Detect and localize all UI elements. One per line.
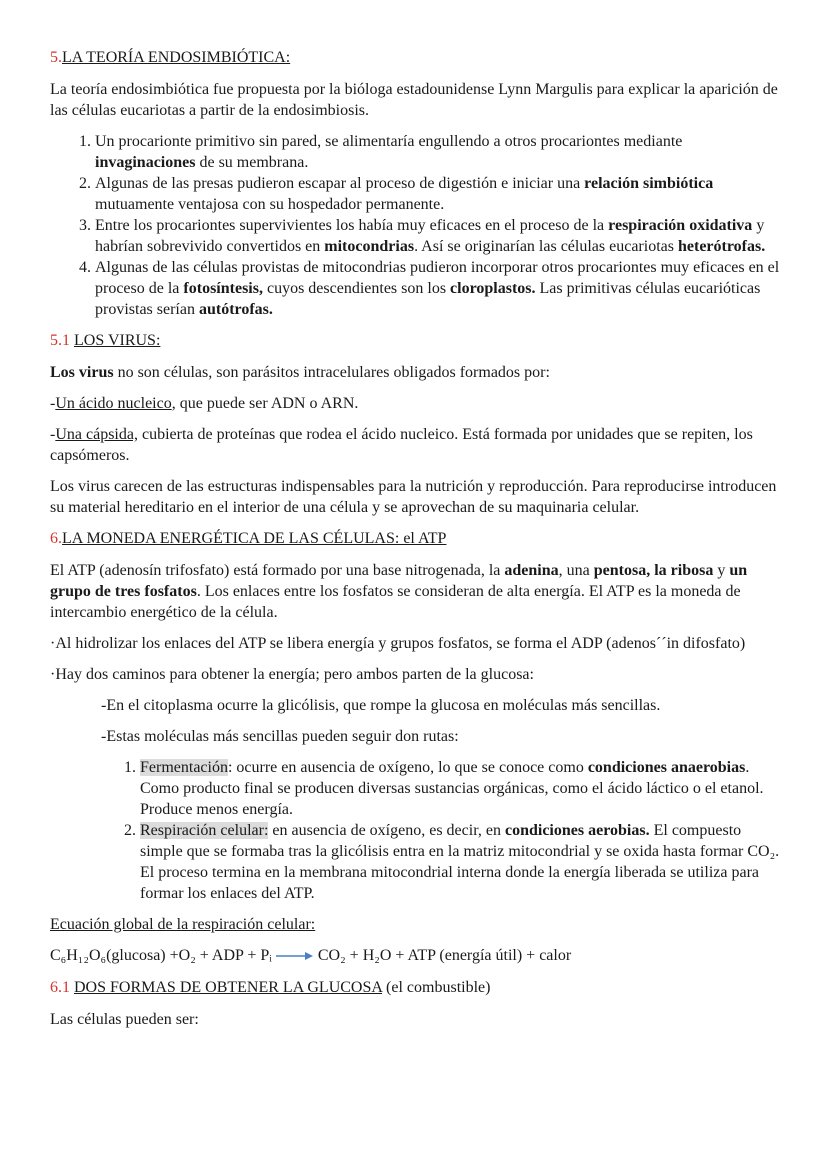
- paragraph: Las células pueden ser:: [50, 1010, 199, 1028]
- paragraph: Los virus carecen de las estructuras indispensables para la nutrición y reproducción. Para reproducirse introducen su material hereditario en el interior de una célula y se aprovechan de su maquinaria celular.: [50, 478, 777, 516]
- paragraph: -En el citoplasma ocurre la glicólisis, que rompe la glucosa en moléculas más sencillas.: [101, 697, 661, 714]
- section-number: 5.: [50, 49, 62, 66]
- arrow-right-icon: [274, 946, 314, 967]
- document-page: [50, 47, 780, 1040]
- paragraph: La teoría endosimbiótica fue propuesta por la bióloga estadounidense Lynn Margulis para explicar la aparición de las células eucariotas a partir de la endosimbiosis.: [50, 81, 778, 119]
- paragraph: ·Al hidrolizar los enlaces del ATP se libera energía y grupos fosfatos, se forma el ADP (adenos´´in difosfato): [50, 635, 746, 652]
- section-title-suffix: (el combustible): [382, 978, 491, 996]
- section-6-heading: [50, 528, 780, 549]
- list-item: 2. Respiración celular: en ausencia de oxígeno, es decir, en condiciones aerobias. El compuesto simple que se formaba tras la glicólisis entra en la matriz mitocondrial y se oxida hasta formar CO₂. El proceso termina en la membrana mitocondrial interna donde la energía liberada se utiliza para formar los enlaces del ATP.: [140, 820, 780, 904]
- pathways-list: [50, 757, 780, 904]
- section-6-1-heading: [50, 977, 780, 998]
- list-item: 3. Entre los procariontes supervivientes los había muy eficaces en el proceso de la respiración oxidativa y habrían sobrevivido convertidos en mitocondrias. Así se originarían las células eucariotas heterótrofas.: [95, 215, 780, 257]
- endosymbiosis-steps-list: [50, 131, 780, 320]
- respiration-equation: [50, 945, 780, 967]
- paragraph: ·Hay dos caminos para obtener la energía; pero ambos parten de la glucosa:: [50, 666, 534, 683]
- section-title: LOS VIRUS:: [74, 332, 161, 349]
- section-5-heading: [50, 47, 780, 68]
- list-item: 1. Fermentación: ocurre en ausencia de oxígeno, lo que se conoce como condiciones anaerobias. Como producto final se producen diversas sustancias orgánicas, como el ácido láctico o el etanol. Produce menos energía.: [140, 757, 780, 820]
- paragraph: -Estas moléculas más sencillas pueden seguir don rutas:: [101, 728, 459, 745]
- equation-title: Ecuación global de la respiración celular:: [50, 916, 316, 933]
- equation-reactants: C₆H₁₂O₆(glucosa) +O₂ + ADP + Pᵢ: [50, 947, 272, 964]
- paragraph: -Una cápsida, cubierta de proteínas que rodea el ácido nucleico. Está formada por unidades que se repiten, los capsómeros.: [50, 426, 753, 464]
- list-item: 1. Un procarionte primitivo sin pared, se alimentaría engullendo a otros procariontes mediante invaginaciones de su membrana.: [95, 131, 780, 173]
- section-title: DOS FORMAS DE OBTENER LA GLUCOSA: [74, 978, 383, 996]
- paragraph: Los virus no son células, son parásitos intracelulares obligados formados por:: [50, 364, 550, 381]
- section-title: LA TEORÍA ENDOSIMBIÓTICA:: [62, 49, 291, 66]
- section-title: LA MONEDA ENERGÉTICA DE LAS CÉLULAS: el ATP: [62, 530, 447, 547]
- section-number: 6.1: [50, 978, 70, 996]
- section-number: 5.1: [50, 332, 70, 349]
- list-item: 2. Algunas de las presas pudieron escapar al proceso de digestión e iniciar una relación simbiótica mutuamente ventajosa con su hospedador permanente.: [95, 173, 780, 215]
- equation-products: CO₂ + H₂O + ATP (energía útil) + calor: [317, 947, 572, 964]
- list-item: 4. Algunas de las células provistas de mitocondrias pudieron incorporar otros procariontes muy eficaces en el proceso de la fotosíntesis, cuyos descendientes son los cloroplastos. Las primitivas células eucarióticas provistas serían autótrofas.: [95, 257, 780, 320]
- section-5-1-heading: [50, 330, 780, 351]
- section-number: 6.: [50, 530, 62, 547]
- paragraph: -Un ácido nucleico, que puede ser ADN o ARN.: [50, 395, 359, 412]
- paragraph: El ATP (adenosín trifosfato) está formado por una base nitrogenada, la adenina, una pentosa, la ribosa y un grupo de tres fosfatos. Los enlaces entre los fosfatos se consideran de alta energía. El ATP es la moneda de intercambio energético de la célula.: [50, 562, 748, 621]
